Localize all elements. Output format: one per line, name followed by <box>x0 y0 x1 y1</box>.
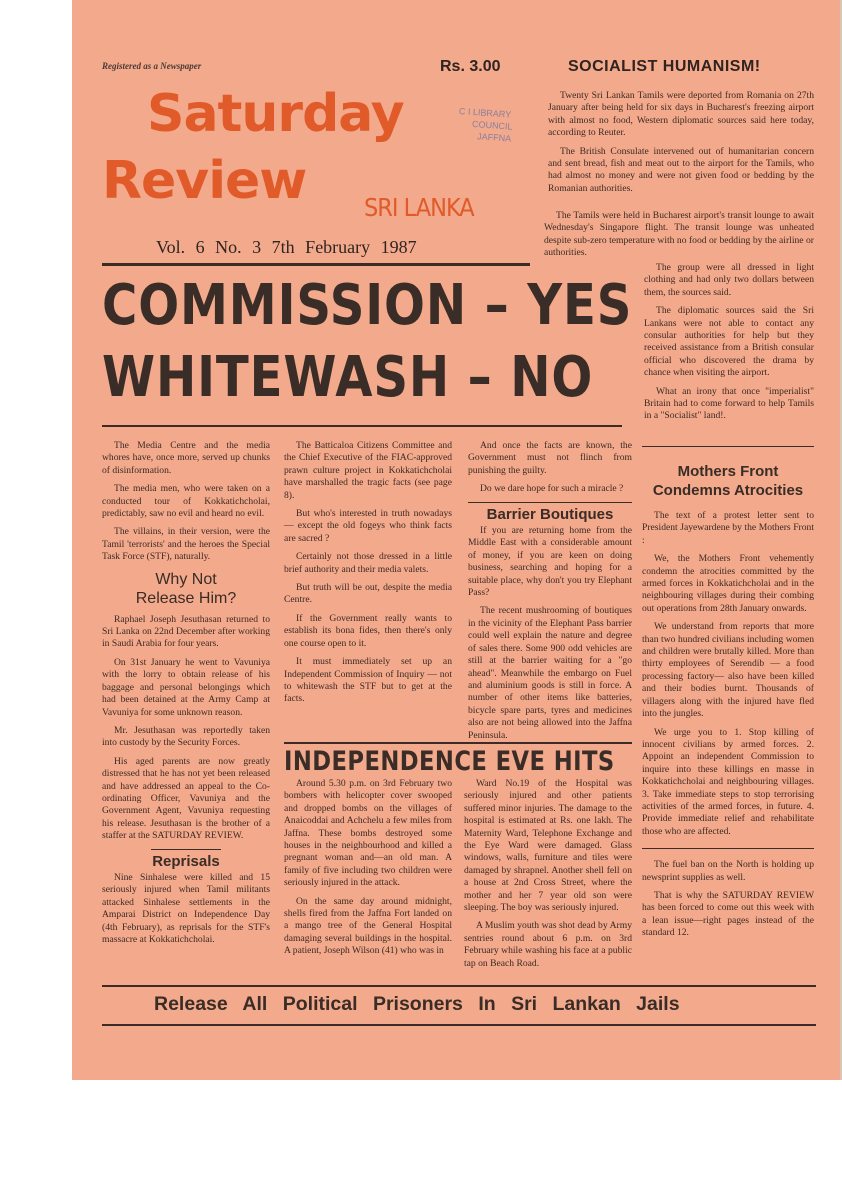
article-paragraph: Mr. Jesuthasan was reportedly taken into custody by the Security Forces. <box>102 724 270 749</box>
article-paragraph: It must immediately set up an Independent Commission of Inquiry — not to whitewash the STF but to get at the facts. <box>284 656 452 705</box>
stamp-line: C I LIBRARY <box>458 105 512 120</box>
logo-review: Review <box>102 151 307 211</box>
reprisals-title: Reprisals <box>152 852 220 870</box>
barrier-title: Barrier Boutiques <box>486 505 614 523</box>
article-paragraph: Ward No.19 of the Hospital was seriously injured and other patients suffered minor injuries. The damage to the hospital is estimated at Rs. one lakh. The Maternity Ward, Telephone Exchange and the Eye Ward were damaged. Glass windows, walls, furniture and tiles were damaged by shrapnel. Another shell fell on a house at 2nd Cross Street, where the mother and her 7 year old son were sleeping. The boy was seriously injured. <box>464 778 632 914</box>
article-paragraph: The diplomatic sources said the Sri Lankans were not able to contact any consular authorities for help but they received assistance from a British consular official who discovered the drama by chance when visiting the airport. <box>644 305 814 379</box>
divider <box>102 425 622 427</box>
why-not-title-line: Release Him? <box>135 589 237 607</box>
library-stamp <box>457 105 547 147</box>
article-paragraph: The media men, who were taken on a conducted tour of Kokkatichcholai, predictably, saw no evil and heard no evil. <box>102 483 270 520</box>
divider <box>151 849 221 850</box>
article-paragraph: The text of a protest letter sent to President Jayewardene by the Mothers Front : <box>642 510 814 546</box>
article-paragraph: We urge you to 1. Stop killing of innocent civilians by armed forces. 2. Appoint an independent Commission to inquire into these killings en masse in Kokkatichcholai and neighbouring villages. 3. Take immediate steps to stop terrorising activities of the armed forces, in future. 4. Provide immediate relief and rehabilitate those who are affected. <box>642 726 814 837</box>
why-not-title-line: Why Not <box>155 570 217 588</box>
logo-sri-lanka: SRI LANKA <box>364 193 474 222</box>
article-paragraph: The Batticaloa Citizens Committee and the Chief Executive of the FIAC-approved prawn culture project in Kokkatichcholai have marshalled the tragic facts (see page 8). <box>284 440 452 501</box>
article-paragraph: Around 5.30 p.m. on 3rd February two bombers with helicopter cover swooped and dropped bombs on the villages of Anaicoddai and Achchelu a few miles from Jaffna. These bombs destroyed some houses in the neighbourhood and killed a pregnant woman and—an old man. A family of five including two children were seriously injured in the attack. <box>284 778 452 889</box>
article-paragraph: If the Government really wants to establish its bona fides, then there's only one course open to it. <box>284 612 452 649</box>
footer-banner: Release All Political Prisoners In Sri Lankan Jails <box>154 993 680 1015</box>
article-paragraph: If you are returning home from the Middle East with a considerable amount of money, if you are keen on doing business, searching and hoping for a suitable place, why don't you try Elephant Pass? <box>468 525 632 599</box>
mothers-front-title: Mothers Front Condemns Atrocities <box>652 463 804 499</box>
article-paragraph: We, the Mothers Front vehemently condemn the atrocities committed by the armed forces in Kokkatichcholai and in the neighbouring villages during their combing out operations from 28th January onwards. <box>642 553 814 614</box>
batticaloa-story <box>284 440 452 712</box>
stamp-line: JAFFNA <box>476 131 512 144</box>
divider <box>468 502 632 503</box>
headline-line-1: COMMISSION – YES <box>102 273 633 338</box>
article-paragraph: But truth will be out, despite the media Centre. <box>284 582 452 606</box>
logo-saturday: Saturday <box>147 84 404 144</box>
divider <box>642 446 814 447</box>
article-paragraph: On 31st January he went to Vavuniya with the lorry to obtain release of his baggage and personal belongings which had been detained at the Army Camp at Vavuniya for some unknown reason. <box>102 656 270 718</box>
article-paragraph: That is why the SATURDAY REVIEW has been forced to come out this week with a lean issue—right pages instead of the standard 12. <box>642 889 814 939</box>
newspaper-page <box>72 0 840 1080</box>
independence-story-right <box>464 778 632 976</box>
article-paragraph: The fuel ban on the North is holding up newsprint supplies as well. <box>642 859 814 883</box>
mothers-front-story <box>642 458 814 946</box>
romania-story <box>548 90 814 201</box>
article-paragraph: And once the facts are known, the Government must not flinch from punishing the guilty. <box>468 440 632 476</box>
article-paragraph: Raphael Joseph Jesuthasan returned to Sri Lanka on 22nd December after working in Saudi Arabia for four years. <box>102 613 270 650</box>
article-paragraph: We understand from reports that more than two hundred civilians including women and children were brutally killed. More than thirty employees of Serendib — a food processing factory— also have been killed and their bodies burnt. Thousands of villagers along with the injured have fled into the jungles. <box>642 621 814 720</box>
article-paragraph: The recent mushrooming of boutiques in the vicinity of the Elephant Pass barrier could well explain the nature and degree of sales there. Some 900 odd vehicles are still at the barrier waiting for a "go ahead". Meanwhile the embargo on Fuel and aluminium goods is still in force. A number of other items like batteries, bicycle spare parts, tyres and medicines also are not being allowed into the Jaffna Peninsula. <box>468 605 632 741</box>
article-paragraph: But who's interested in truth nowadays — except the old fogeys who think facts are sacred ? <box>284 508 452 544</box>
price: Rs. 3.00 <box>440 58 501 75</box>
romania-story-cont <box>544 210 814 266</box>
media-story <box>102 440 270 952</box>
article-paragraph: Certainly not those dressed in a little brief authority and their media valets. <box>284 551 452 575</box>
issue-line: Vol. 6 No. 3 7th February 1987 <box>156 237 417 257</box>
article-paragraph: The British Consulate intervened out of humanitarian concern and sent bread, fish and meat out to the airport for the Tamils, who had almost no money and were not given food or bedding by the Romanian authorities. <box>548 145 814 194</box>
divider <box>102 1024 816 1026</box>
article-paragraph: Do we dare hope for such a miracle ? <box>480 483 624 495</box>
article-paragraph: On the same day around midnight, shells fired from the Jaffna Fort landed on a mango tree of the General Hospital damaging several buildings in the hospital. A patient, Joseph Wilson (41) who was in <box>284 895 452 957</box>
article-paragraph: A Muslim youth was shot dead by Army sentries round about 6 p.m. on 3rd February while washing his face at a public tap on Beach Road. <box>464 920 632 969</box>
article-paragraph: Twenty Sri Lankan Tamils were deported from Romania on 27th January after being held for six days in Bucharest's freezing airport with almost no food, Western diplomatic sources said here today, according to Reuter. <box>548 90 814 139</box>
article-paragraph: The villains, in their version, were the Tamil 'terrorists' and the heroes the Special Task Force (STF), naturally. <box>102 526 270 563</box>
divider <box>284 742 632 744</box>
romania-story-narrow <box>644 262 814 429</box>
headline-line-2: WHITEWASH – NO <box>102 345 594 410</box>
stamp-line: COUNCIL <box>471 118 513 132</box>
article-paragraph: Nine Sinhalese were killed and 15 seriously injured when Tamil militants attacked Sinhalese settlements in the Amparai District on Independence Day (4th February), as reprisals for the STF's massacre at Kokkatichcholai. <box>102 871 270 945</box>
independence-title: INDEPENDENCE EVE HITS <box>284 746 615 777</box>
independence-story-left <box>284 778 452 964</box>
article-paragraph: The Media Centre and the media whores have, once more, served up chunks of disinformation. <box>102 440 270 476</box>
article-paragraph: What an irony that once "imperialist" Britain had to come forward to help Tamils in a "Socialist" land!. <box>644 385 814 422</box>
registration-note: Registered as a Newspaper <box>102 61 202 71</box>
facts-story <box>468 440 632 748</box>
article-paragraph: The group were all dressed in light clothing and had only two dollars between them, the sources said. <box>644 262 814 298</box>
article-paragraph: The Tamils were held in Bucharest airport's transit lounge to await Wednesday's Singapore flight. The transit lounge was unheated despite sub-zero temperature with no food or bedding by the airline or authorities. <box>544 210 814 259</box>
article-paragraph: His aged parents are now greatly distressed that he has not yet been released and have addressed an appeal to the Co-ordinating Officer, Vavuniya and the Government Agent, Vavuniya requesting his release. Jesuthasan is the brother of a staffer at the SATURDAY REVIEW. <box>102 755 270 842</box>
slogan: SOCIALIST HUMANISM! <box>568 58 761 75</box>
why-not-title <box>102 570 270 608</box>
divider <box>102 985 816 987</box>
divider <box>642 848 814 849</box>
divider <box>102 263 530 266</box>
